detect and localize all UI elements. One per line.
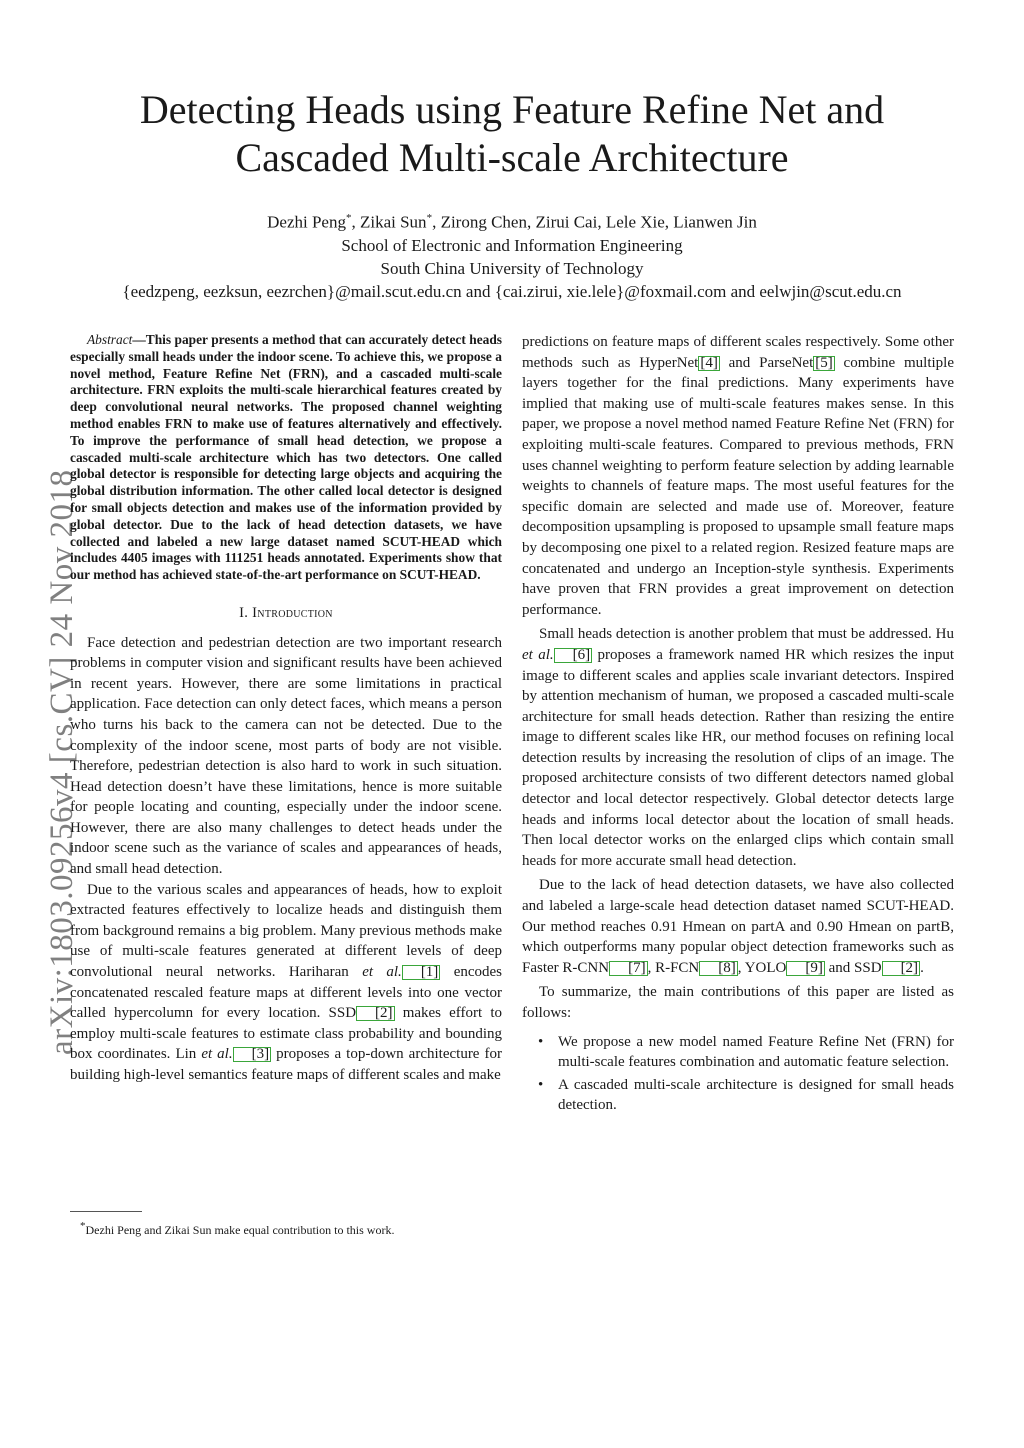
section-heading-introduction: I. Introduction	[239, 604, 333, 621]
citation-link[interactable]: [2]	[356, 1006, 395, 1021]
title-line-2: Cascaded Multi-scale Architecture	[235, 135, 789, 180]
citation-link[interactable]: [3]	[233, 1047, 272, 1062]
contribution-list	[522, 1032, 954, 1116]
intro-paragraph-5: To summarize, the main contributions of this paper are listed as follows:	[522, 984, 954, 1021]
author-names: Dezhi Peng*, Zikai Sun*, Zirong Chen, Zirui Cai, Lele Xie, Lianwen Jin	[267, 212, 757, 232]
author-emails: {eedzpeng, eezksun, eezrchen}@mail.scut.edu.cn and {cai.zirui, xie.lele}@foxmail.com and eelwjin@scut.edu.cn	[122, 281, 902, 301]
affiliation-university: South China University of Technology	[380, 258, 644, 278]
arxiv-identifier: arXiv:1803.09256v4 [cs.CV] 24 Nov 2018	[44, 469, 80, 1055]
intro-paragraph-2-continued: predictions on feature maps of different scales respectively. Some other methods such as HyperNet [4] and ParseNet [5] combine multiple layers together for the final predictions. Many experiments have implied that making use of multi-scale features makes sense. In this paper, we propose a novel method named Feature Refine Net (FRN) for exploiting multi-scale features. Compared to previous methods, FRN uses channel weighting to perform feature selection by adding learnable weights to channels of feature maps. The most useful features for the specific domain are selected and made use of. Moreover, feature decomposition upsampling is proposed to upsample small feature maps by decomposing one pixel to a related region. Resized feature maps are concatenated and undergo an Inception-style synthesis. Experiments have proven that FRN provides a great improvement on detection performance.	[522, 334, 955, 618]
citation-link[interactable]: [7]	[609, 961, 648, 976]
list-item: • We propose a new model named Feature Refine Net (FRN) for multi-scale features combination and automatic feature selection.	[538, 1033, 954, 1071]
list-item: • A cascaded multi-scale architecture is designed for small heads detection.	[538, 1076, 954, 1114]
footnote: *Dezhi Peng and Zikai Sun make equal contribution to this work.	[80, 1220, 395, 1237]
title-line-1: Detecting Heads using Feature Refine Net and	[139, 87, 885, 132]
author-block	[40, 207, 984, 303]
citation-link[interactable]: [9]	[786, 961, 825, 976]
abstract	[70, 332, 502, 584]
right-column	[522, 332, 954, 1118]
citation-link[interactable]: [5]	[815, 354, 833, 371]
citation-link[interactable]: [8]	[699, 961, 738, 976]
citation-link[interactable]: [1]	[402, 965, 441, 980]
intro-paragraph-4: Due to the lack of head detection datasets, we have also collected and labeled a large-scale head detection dataset named SCUT-HEAD. Our method reaches 0.91 Hmean on partA and 0.90 Hmean on partB, which outperforms many popular object detection frameworks such as Faster R-CNN [7] , R-FCN [8] , YOLO [9] and SSD [2] .	[522, 877, 954, 976]
abstract-text: —This paper presents a method that can accurately detect heads especially small heads under the indoor scene. To achieve this, we propose a novel method, Feature Refine Net (FRN), and a cascaded multi-scale architecture. FRN exploits the multi-scale hierarchical features created by deep convolutional neural networks. The proposed channel weighting method enables FRN to make use of features alternatively and effectively. To improve the performance of small head detection, we propose a cascaded multi-scale architecture which has two detectors. One called global detector is responsible for detecting large objects and acquiring the global distribution information. The other called local detector is designed for small objects detection and makes use of the information provided by global detector. Due to the lack of head detection datasets, we have collected and labeled a new large dataset named SCUT-HEAD which includes 4405 images with 111251 heads annotated. Experiments show that our method has achieved state-of-the-art performance on SCUT-HEAD.	[70, 332, 502, 583]
bullet-icon: •	[538, 1076, 544, 1093]
footnote-rule	[70, 1211, 142, 1212]
left-column	[70, 332, 502, 1086]
intro-paragraph-3: Small heads detection is another problem that must be addressed. Hu et al. [6] proposes a framework named HR which resizes the input image to different scales and applies scale invariant detectors. Inspired by attention mechanism of human, we proposed a cascaded multi-scale architecture for small heads detection. Rather than resizing the entire image to different scales like HR, our method focuses on refining local detection results by increasing the resolution of clips of an image. The proposed architecture consists of two different detectors named global detector and local detector respectively. Global detector detects large heads and informs local detector about the location of small heads. Then local detector works on the enlarged clips which contain small heads for more accurate small head detection.	[522, 626, 954, 869]
citation-link[interactable]: [6]	[554, 648, 593, 663]
intro-paragraph-2: Due to the various scales and appearances of heads, how to exploit extracted features effectively to localize heads and distinguish them from background remains a big problem. Many previous methods make use of multi-scale features generated at different levels of deep convolutional neural networks. Hariharan et al. [1] encodes concatenated rescaled feature maps at different levels into one vector called hypercolumn for every location. SSD [2] makes effort to employ multi-scale features to estimate class probability and bounding box coordinates. Lin et al. [3] proposes a top-down architecture for building high-level semantics feature maps of different scales and make	[70, 881, 503, 1084]
affiliation-school: School of Electronic and Information Engineering	[341, 235, 683, 255]
citation-link[interactable]: [4]	[700, 354, 718, 371]
intro-paragraph-1: Face detection and pedestrian detection are two important research problems in computer vision and significant results have been achieved in recent years. However, there are some limitations in practical application. Face detection can only detect faces, which means a person who turns his back to the camera can not be detected. Due to the complexity of the indoor scene, most parts of body are not visible. Therefore, pedestrian detection is also hard to work in such situation. Head detection doesn’t have these limitations, hence is more suitable for people locating and counting, especially under the indoor scene. However, there are also many challenges to detect heads under the indoor scene such as the variance of scales and appearances of heads, and small head detection.	[70, 634, 502, 878]
paper-title	[60, 86, 964, 182]
abstract-label: Abstract	[87, 332, 133, 347]
citation-link[interactable]: [2]	[882, 961, 921, 976]
bullet-icon: •	[538, 1033, 544, 1050]
